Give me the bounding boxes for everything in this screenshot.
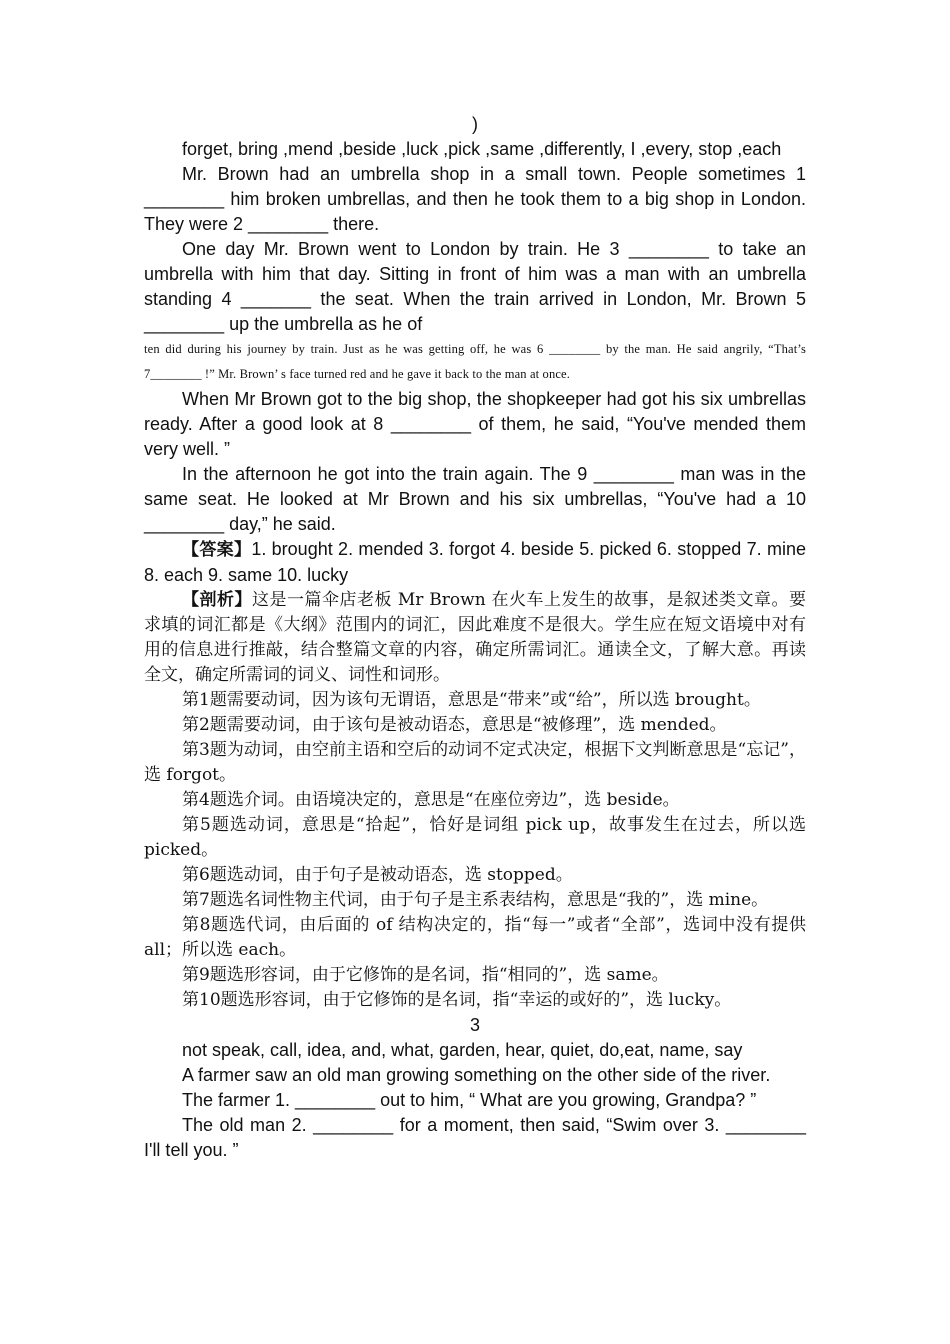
analysis-paragraph (144, 588, 806, 688)
explanation-7: 第7题选名词性物主代词，由于句子是主系表结构，意思是“我的”，选 mine。 (182, 890, 769, 910)
explanation-4: 第4题选介词。由语境决定的，意思是“在座位旁边”，选 beside。 (182, 790, 680, 810)
story3-line-1: A farmer saw an old man growing something on the other side of the river. (182, 1065, 771, 1085)
explanation-6: 第6题选动词，由于句子是被动语态，选 stopped。 (182, 865, 573, 885)
page-top-mark: ) (472, 114, 478, 134)
story3-line-3: The old man 2. ________ for a moment, then said, “Swim over 3. ________ I'll tell you. ” (144, 1115, 806, 1160)
answer-text: 1. brought 2. mended 3. forgot 4. beside 5. picked 6. stopped 7. mine 8. each 9. same 10. lucky (144, 539, 806, 585)
word-bank-2: forget, bring ,mend ,beside ,luck ,pick ,same ,differently, I ,every, stop ,each (182, 139, 782, 159)
document-page (144, 112, 806, 1163)
explanation-1: 第1题需要动词，因为该句无谓语，意思是“带来”或“给”，所以选 brought。 (182, 690, 761, 710)
explanation-8: 第8题选代词，由后面的 of 结构决定的，指“每一”或者“全部”，选词中没有提供 all；所以选 each。 (144, 915, 806, 960)
explanation-3: 第3题为动词，由空前主语和空后的动词不定式决定，根据下文判断意思是“忘记”，选 forgot。 (144, 740, 806, 785)
story-paragraph-2-continued: ten did during his journey by train. Just as he was getting off, he was 6 ________ by the man. He said angrily, “That’s 7________ !” Mr. Brown’ s face turned red and he gave it back to the man at once. (144, 342, 806, 381)
explanation-10: 第10题选形容词，由于它修饰的是名词，指“幸运的或好的”，选 lucky。 (182, 990, 732, 1010)
answer-label: 【答案】 (182, 540, 252, 560)
explanation-5: 第5题选动词，意思是“拾起”，恰好是词组 pick up，故事发生在过去，所以选 picked。 (144, 815, 806, 860)
story3-line-2: The farmer 1. ________ out to him, “ What are you growing, Grandpa? ” (182, 1090, 757, 1110)
story-paragraph-4: In the afternoon he got into the train again. The 9 ________ man was in the same seat. He looked at Mr Brown and his six umbrellas, “You've had a 10 ________ day,” he said. (144, 464, 806, 534)
explanation-9: 第9题选形容词，由于它修饰的是名词，指“相同的”，选 same。 (182, 965, 669, 985)
answer-line (144, 537, 806, 588)
story-paragraph-2: One day Mr. Brown went to London by train. He 3 ________ to take an umbrella with him that day. Sitting in front of him was a man with an umbrella standing 4 _______ the seat. When the train arrived in London, Mr. Brown 5 ________ up the umbrella as he of (144, 239, 806, 334)
analysis-text: 这是一篇伞店老板 Mr Brown 在火车上发生的故事，是叙述类文章。要求填的词汇都是《大纲》范围内的词汇，因此难度不是很大。学生应在短文语境中对有用的信息进行推敲，结合整篇文章的内容，确定所需词汇。通读全文，了解大意。再读全文，确定所需词的词义、词性和词形。 (144, 590, 807, 685)
story-paragraph-1: Mr. Brown had an umbrella shop in a small town. People sometimes 1 ________ him broken umbrellas, and then he took them to a big shop in London. They were 2 ________ there. (144, 164, 806, 234)
explanation-2: 第2题需要动词，由于该句是被动语态，意思是“被修理”，选 mended。 (182, 715, 727, 735)
story-paragraph-3: When Mr Brown got to the big shop, the shopkeeper had got his six umbrellas ready. After a good look at 8 ________ of them, he said, “You've mended them very well. ” (144, 389, 806, 459)
section-number: 3 (469, 1015, 480, 1035)
word-bank-3: not speak, call, idea, and, what, garden, hear, quiet, do,eat, name, say (182, 1040, 743, 1060)
analysis-label: 【剖析】 (182, 590, 252, 610)
